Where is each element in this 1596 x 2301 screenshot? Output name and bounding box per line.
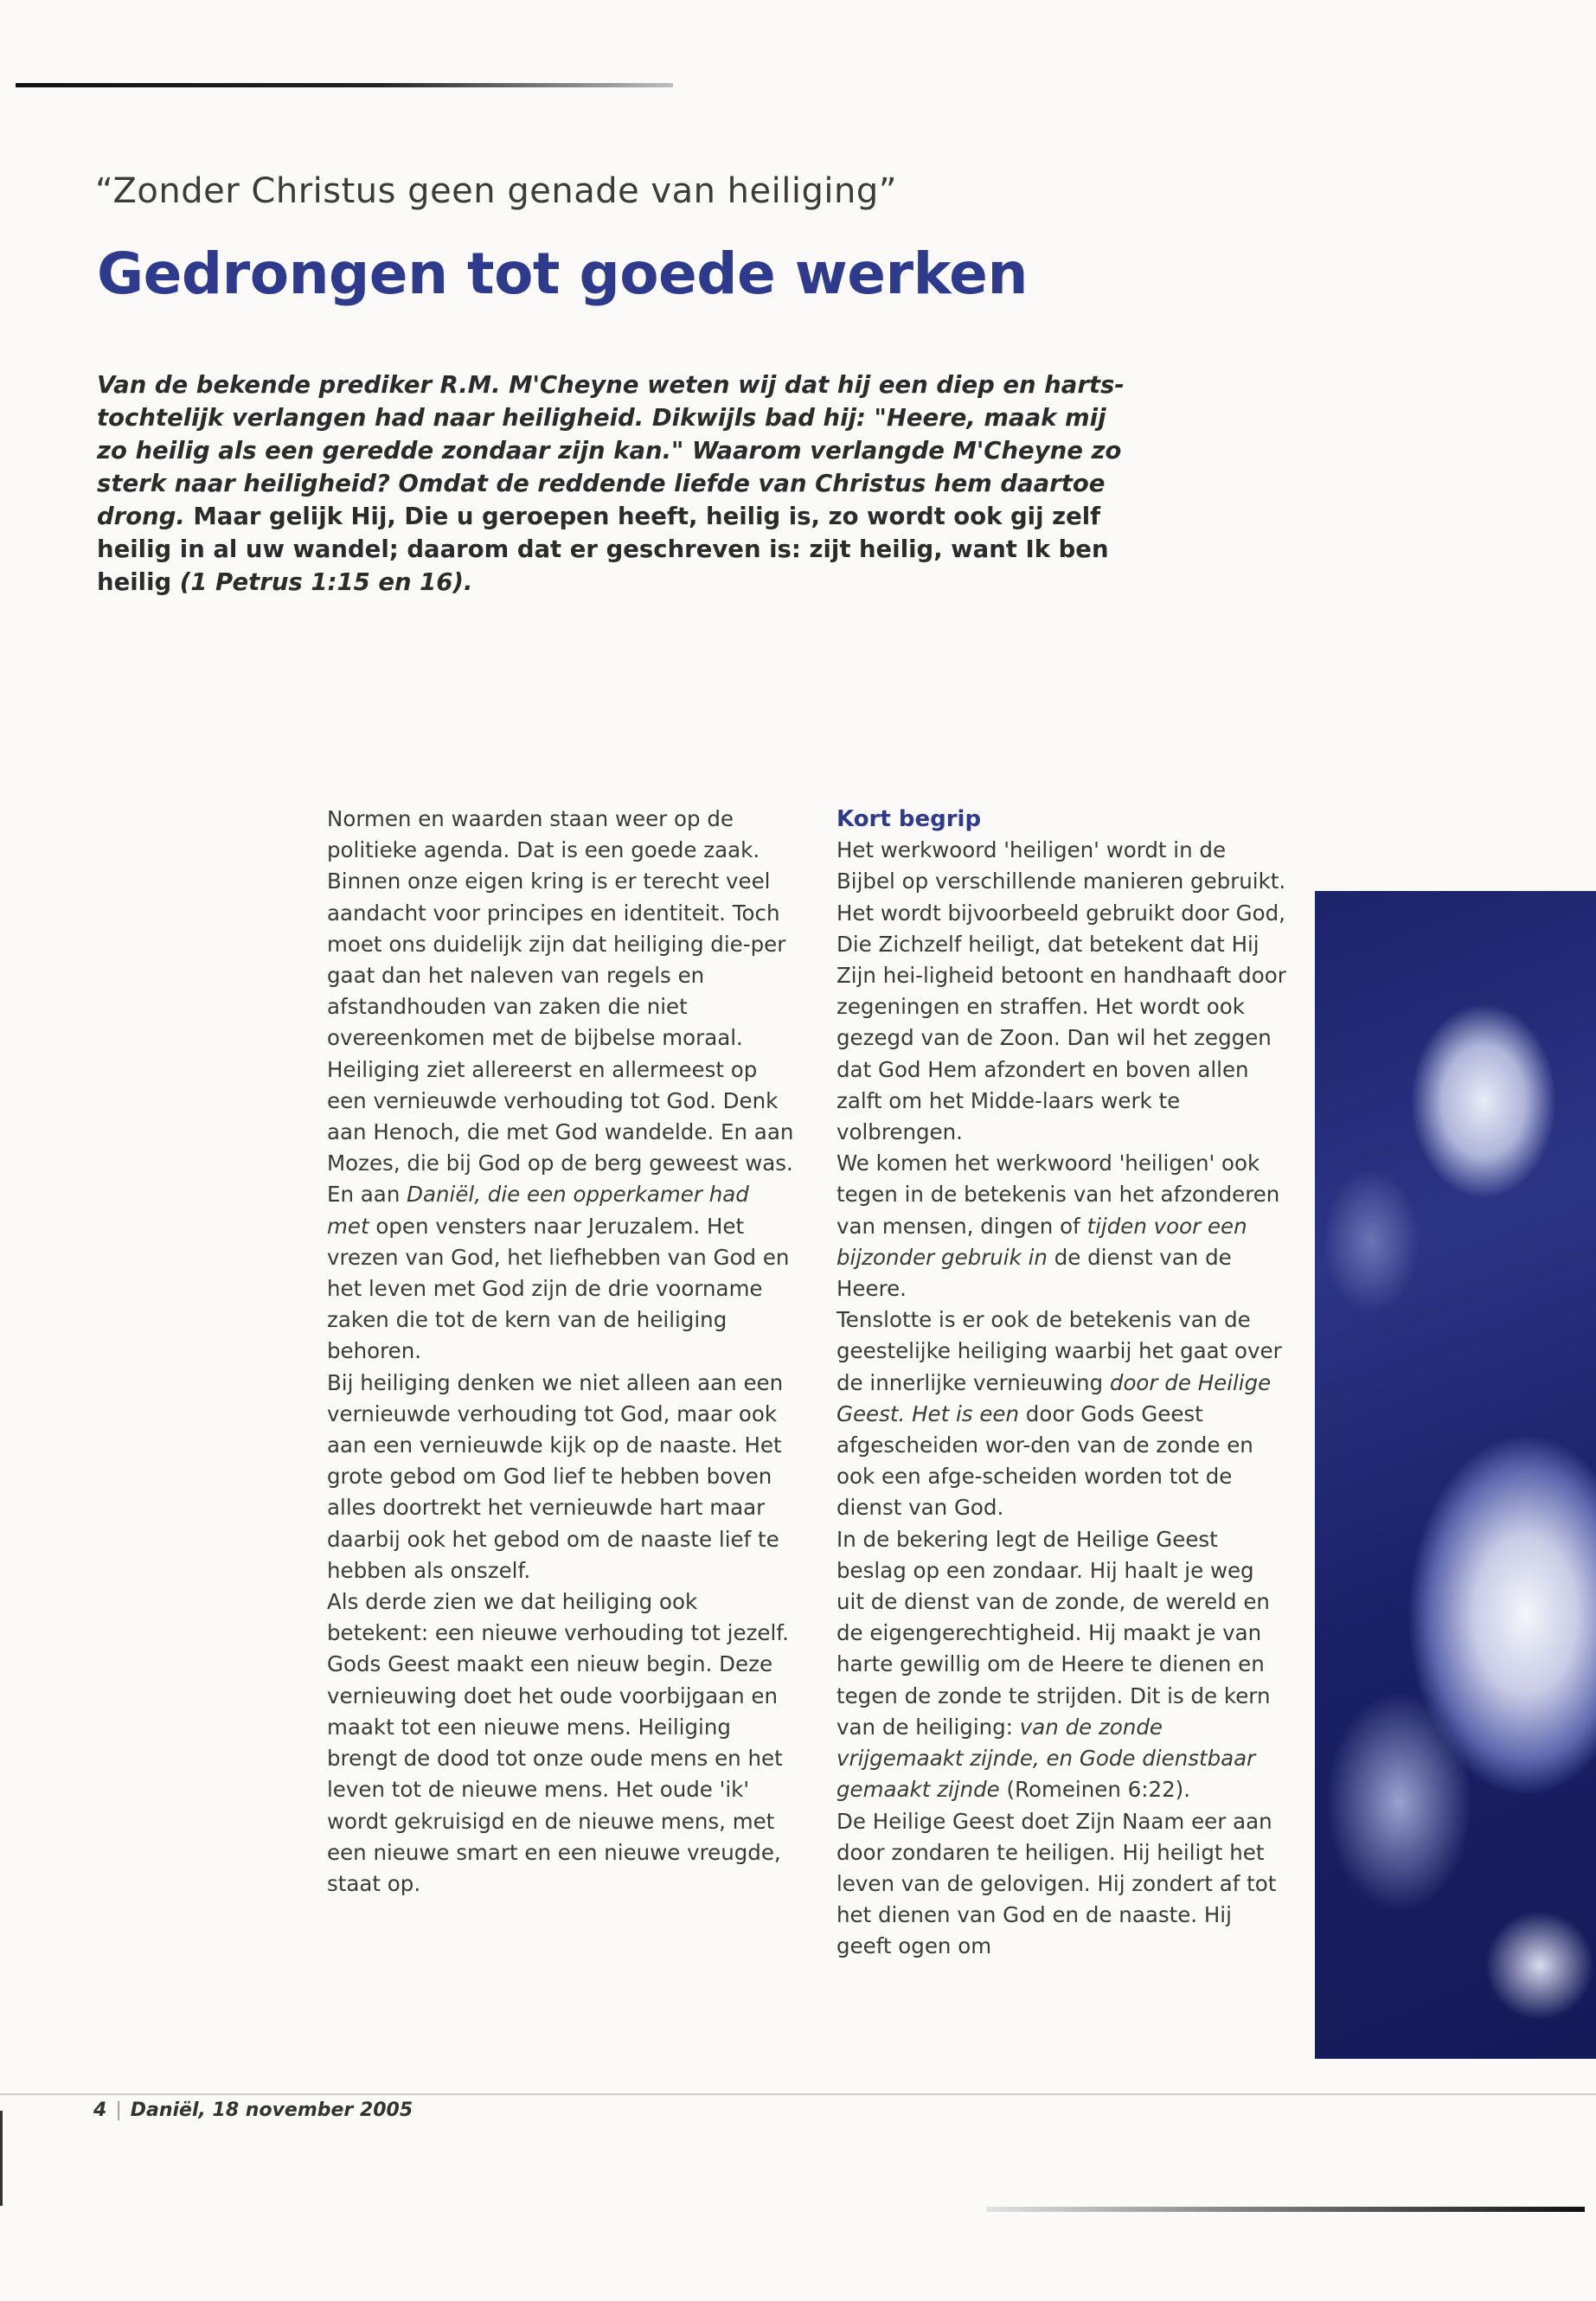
- right-p2-text-b: de dienst van de Heere.: [836, 1244, 1232, 1302]
- publication-info: Daniël, 18 november 2005: [130, 2099, 413, 2121]
- right-p3-italic: door de Heilige Geest. Het is een: [836, 1369, 1272, 1426]
- page-edge-line: [0, 2111, 3, 2206]
- left-p2-text-b: open vensters naar Jeruzalem. Het vrezen van God, het liefhebben van God en het leven met God zijn de drie voorname zaken die tot de kern van de heiliging behoren.: [327, 1213, 790, 1364]
- right-column: [836, 804, 1286, 1963]
- bottom-rule: [986, 2207, 1585, 2212]
- left-paragraph-1: Normen en waarden staan weer op de politieke agenda. Dat is een goede zaak. Binnen onze eigen kring is er terecht veel aandacht voor principes en identiteit. Toch moet ons duidelijk zijn dat heiliging die-per gaat dan het naleven van regels en afstandhouden van zaken die niet overeenkomen met de bijbelse moraal.: [327, 806, 786, 1051]
- footer-separator: |: [115, 2099, 122, 2121]
- rose-photo: [1315, 891, 1596, 2059]
- page-number: 4: [93, 2099, 107, 2121]
- lead-reference: (1 Petrus 1:15 en 16).: [179, 568, 473, 596]
- page-footer: [93, 2099, 413, 2121]
- left-column: [327, 804, 794, 1900]
- right-p3-text-a: Tenslotte is er ook de betekenis van de geestelijke heiliging waarbij het gaat over de innerlijke vernieuwing: [836, 1307, 1282, 1395]
- left-paragraph-2: [327, 1054, 794, 1368]
- article-subtitle: “Zonder Christus geen genade van heiliging”: [95, 171, 897, 211]
- lead-paragraph: [97, 369, 1135, 599]
- left-paragraph-3: Bij heiliging denken we niet alleen aan een vernieuwde verhouding tot God, maar ook aan een vernieuwde kijk op de naaste. Het grote gebod om God lief te hebben boven alles doortrekt het vernieuwde hart maar daarbij ook het gebod om de naaste lief te hebben als onszelf.: [327, 1369, 784, 1583]
- sidebar-heading: Kort begrip: [836, 806, 982, 832]
- article-title: Gedrongen tot goede werken: [97, 240, 1028, 307]
- right-p4-text-b: (Romeinen 6:22).: [999, 1777, 1191, 1803]
- right-paragraph-4: [836, 1524, 1286, 1806]
- left-p2-text-a: Heiliging ziet allereerst en allermeest op een vernieuwde verhouding tot God. Denk aan Henoch, die met God wandelde. En aan Mozes, die bij God op de berg geweest was. En aan: [327, 1056, 794, 1208]
- right-paragraph-2: [836, 1148, 1286, 1304]
- right-p4-italic: van de zonde vrijgemaakt zijnde, en Gode dienstbaar gemaakt zijnde: [836, 1714, 1256, 1803]
- left-p2-italic: Daniël, die een opperkamer had met: [327, 1182, 749, 1239]
- right-paragraph-5: De Heilige Geest doet Zijn Naam eer aan door zondaren te heiligen. Hij heiligt het leven van de gelovigen. Hij zondert af tot het dienen van God en de naaste. Hij geeft ogen om: [836, 1808, 1277, 1959]
- lead-italic: Van de bekende prediker R.M. M'Cheyne weten wij dat hij een diep en harts-tochtelijk verlangen had naar heiligheid. Dikwijls bad hij: "Heere, maak mij zo heilig als een geredde zondaar zijn kan." Waarom verlangde M'Cheyne zo sterk naar heiligheid? Omdat de reddende liefde van Christus hem daartoe drong.: [97, 371, 1125, 530]
- right-paragraph-1: Het werkwoord 'heiligen' wordt in de Bijbel op verschillende manieren gebruikt. Het wordt bijvoorbeeld gebruikt door God, Die Zichzelf heiligt, dat betekent dat Hij Zijn hei-ligheid betoont en handhaaft door zegeningen en straffen. Het wordt ook gezegd van de Zoon. Dan wil het zeggen dat God Hem afzondert en boven allen zalft om het Midde-laars werk te volbrengen.: [836, 837, 1286, 1145]
- right-p2-italic: tijden voor een bijzonder gebruik in: [836, 1213, 1247, 1270]
- lead-quote: Maar gelijk Hij, Die u geroepen heeft, heilig is, zo wordt ook gij zelf heilig in al uw wandel; daarom dat er geschreven is: zijt heilig, want Ik ben heilig: [97, 503, 1109, 596]
- right-p3-text-b: door Gods Geest afgescheiden wor-den van de zonde en ook een afge-scheiden worden tot de dienst van God.: [836, 1400, 1253, 1521]
- right-p4-text-a: In de bekering legt de Heilige Geest beslag op een zondaar. Hij haalt je weg uit de dienst van de zonde, de wereld en de eigengerechtigheid. Hij maakt je van harte gewillig om de Heere te dienen en tegen de zonde te strijden. Dit is de kern van de heiliging:: [836, 1526, 1271, 1740]
- left-paragraph-4: Als derde zien we dat heiliging ook betekent: een nieuwe verhouding tot jezelf. Gods Geest maakt een nieuw begin. Deze vernieuwing doet het oude voorbijgaan en maakt tot een nieuwe mens. Heiliging brengt de dood tot onze oude mens en het leven tot de nieuwe mens. Het oude 'ik' wordt gekruisigd en de nieuwe mens, met een nieuwe smart en een nieuwe vreugde, staat op.: [327, 1589, 789, 1896]
- footer-rule: [0, 2093, 1596, 2095]
- right-p2-text-a: We komen het werkwoord 'heiligen' ook tegen in de betekenis van het afzonderen van mensen, dingen of: [836, 1150, 1280, 1239]
- right-paragraph-3: [836, 1304, 1286, 1523]
- top-rule: [16, 83, 673, 87]
